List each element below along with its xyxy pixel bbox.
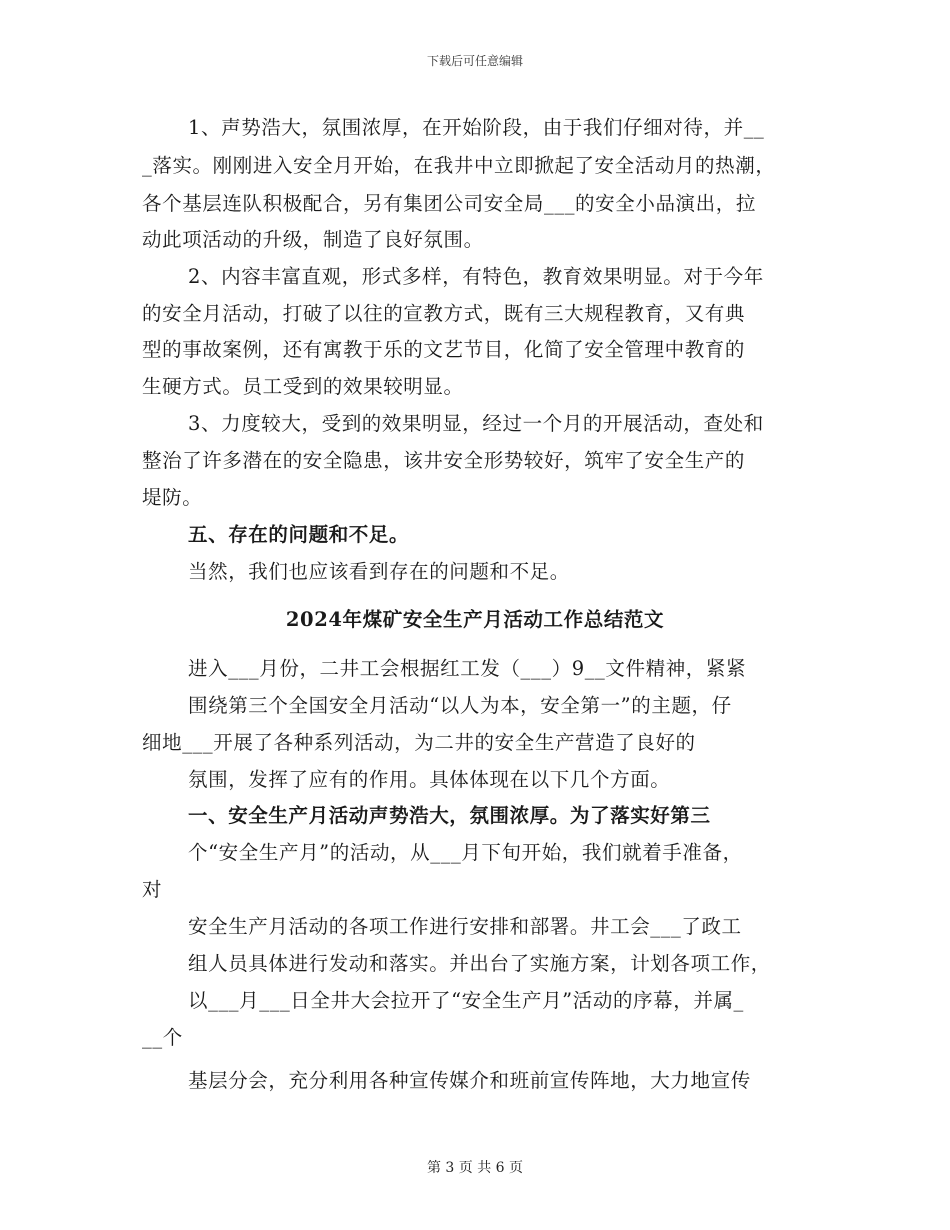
page-footer: 第 3 页 共 6 页 xyxy=(426,1160,524,1176)
paragraph-line: 进入___月份，二井工会根据红工发（___）9__文件精神，紧紧 xyxy=(188,657,747,680)
paragraph-line: __个 xyxy=(142,1026,183,1049)
paragraph-line: 围绕第三个全国安全月活动“以人为本，安全第一”的主题，仔 xyxy=(188,694,732,717)
paragraph-line: 型的事故案例，还有寓教于乐的文艺节目，化简了安全管理中教育的 xyxy=(142,338,746,361)
paragraph-line: 对 xyxy=(142,878,163,901)
paragraph-line: 动此项活动的升级，制造了良好氛围。 xyxy=(142,228,484,251)
paragraph-line: 生硬方式。员工受到的效果较明显。 xyxy=(142,375,464,398)
paragraph-line: 以___月___日全井大会拉开了“安全生产月”活动的序幕，并属_ xyxy=(188,989,744,1012)
paragraph-line: 细地___开展了各种系列活动，为二井的安全生产营造了良好的 xyxy=(142,731,696,754)
paragraph-line: 整治了许多潜在的安全隐患，该井安全形势较好，筑牢了安全生产的 xyxy=(142,449,746,472)
paragraph-line: 的安全月活动，打破了以往的宣教方式，既有三大规程教育，又有典 xyxy=(142,302,746,325)
document-title: 2024年煤矿安全生产月活动工作总结范文 xyxy=(285,608,665,631)
paragraph-line: 个“安全生产月”的活动，从___月下旬开始，我们就着手准备， xyxy=(188,841,743,864)
paragraph-line: 2、内容丰富直观，形式多样，有特色，教育效果明显。对于今年 xyxy=(188,265,764,288)
paragraph-line: _落实。刚刚进入安全月开始，在我井中立即掀起了安全活动月的热潮， xyxy=(142,154,776,177)
paragraph-line: 组人员具体进行发动和落实。并出台了实施方案，计划各项工作， xyxy=(188,952,771,975)
paragraph-line: 当然，我们也应该看到存在的问题和不足。 xyxy=(188,560,570,583)
paragraph-line: 堤防。 xyxy=(142,486,203,509)
paragraph-line: 1、声势浩大，氛围浓厚，在开始阶段，由于我们仔细对待，并__ xyxy=(188,116,765,139)
paragraph-line: 3、力度较大，受到的效果明显，经过一个月的开展活动，查处和 xyxy=(188,412,764,435)
paragraph-line: 各个基层连队积极配合，另有集团公司安全局___的安全小品演出，拉 xyxy=(142,192,756,215)
section-heading: 五、存在的问题和不足。 xyxy=(188,523,410,546)
paragraph-line: 氛围，发挥了应有的作用。具体体现在以下几个方面。 xyxy=(188,768,671,791)
paragraph-line: 安全生产月活动的各项工作进行安排和部署。井工会___了政工 xyxy=(188,915,742,938)
paragraph-line: 基层分会，充分利用各种宣传媒介和班前宣传阵地，大力地宣传 xyxy=(188,1069,751,1092)
section-heading: 一、安全生产月活动声势浩大，氛围浓厚。为了落实好第三 xyxy=(188,804,711,827)
page-header: 下载后可任意编辑 xyxy=(426,54,523,68)
